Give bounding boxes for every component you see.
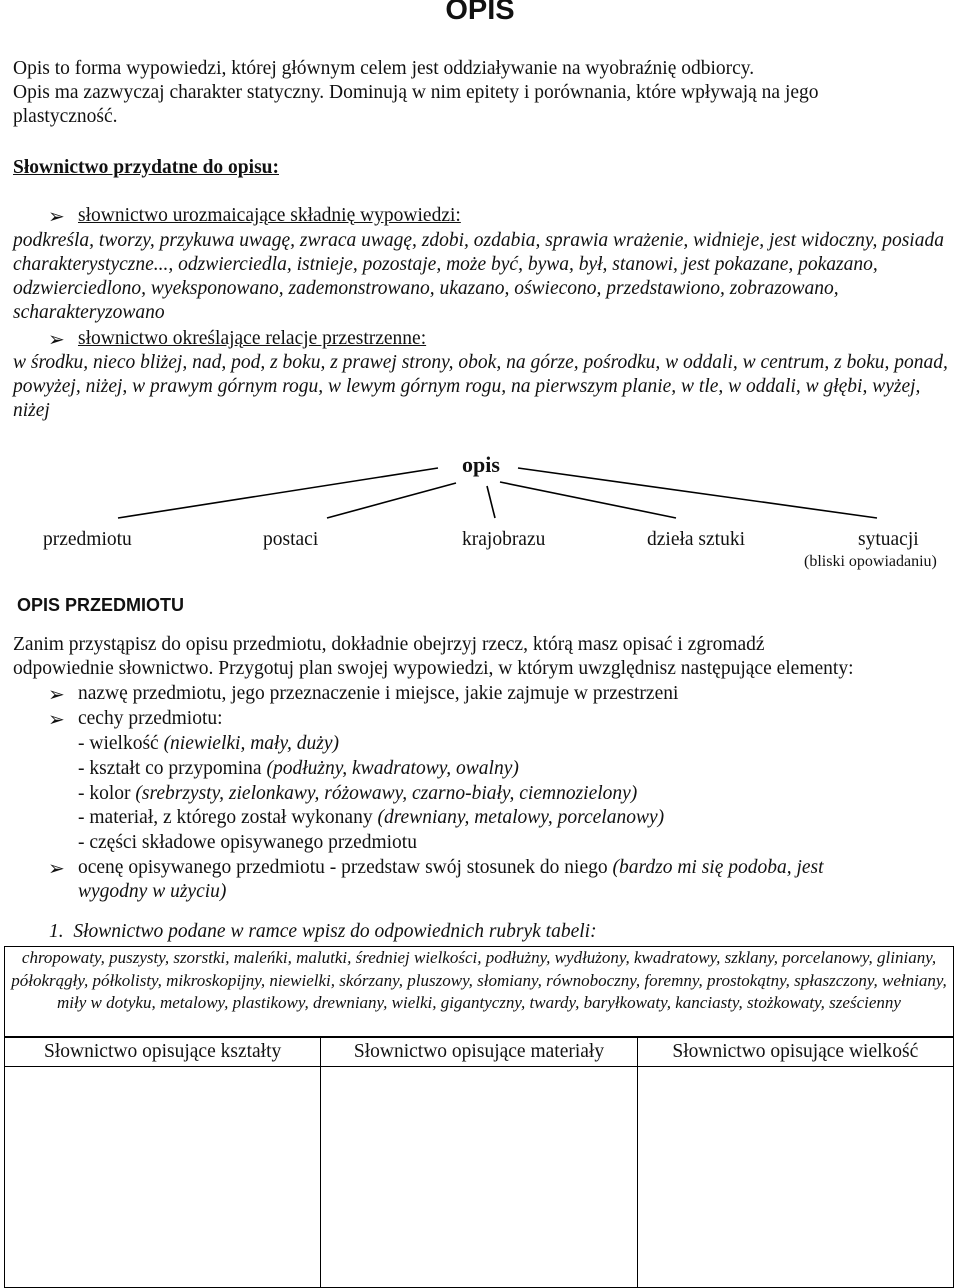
table-header-row — [5, 1038, 954, 1067]
category-przedmiotu: przedmiotu — [43, 529, 132, 550]
arrow-bullet-icon: ➢ — [48, 204, 65, 228]
arrow-bullet-icon: ➢ — [48, 707, 65, 731]
item-1: nazwę przedmiotu, jego przeznaczenie i miejsce, jakie zajmuje w przestrzeni — [78, 683, 679, 704]
arrow-bullet-icon: ➢ — [48, 327, 65, 351]
feature-wielkosc: - wielkość (niewielki, mały, duży) — [78, 733, 340, 754]
feature-kolor: - kolor (srebrzysty, zielonkawy, różowawy, czarno-biały, ciemnozielony) — [78, 783, 638, 804]
table-cell-ksztalty[interactable] — [5, 1067, 321, 1288]
arrow-bullet-icon: ➢ — [48, 856, 65, 880]
table-header: Słownictwo opisujące materiały — [321, 1038, 637, 1067]
section-para-line-1: Zanim przystąpisz do opisu przedmiotu, dokładnie obejrzyj rzecz, którą masz opisać i zgromadź — [13, 634, 765, 655]
table-cell-materialy[interactable] — [321, 1067, 637, 1288]
table-row — [5, 1067, 954, 1288]
connector-sytuacji — [518, 468, 877, 518]
intro-line-2: Opis ma zazwyczaj charakter statyczny. Dominują w nim epitety i porównania, które wpływają na jego — [13, 82, 819, 103]
connector-przedmiotu — [118, 468, 438, 518]
diagram-connectors — [0, 0, 960, 530]
feature-material: - materiał, z którego został wykonany (drewniany, metalowy, porcelanowy) — [78, 807, 665, 828]
category-sytuacji: sytuacji — [858, 529, 919, 550]
table-header: Słownictwo opisujące kształty — [5, 1038, 321, 1067]
bullet-2-label: słownictwo określające relacje przestrzenne: — [78, 328, 427, 349]
item-2: cechy przedmiotu: — [78, 708, 223, 729]
section-heading-opis-przedmiotu: OPIS PRZEDMIOTU — [17, 595, 185, 615]
item-3: ocenę opisywanego przedmiotu - przedstaw swój stosunek do niego (bardzo mi się podoba, jest — [78, 857, 824, 878]
diagram-root: opis — [462, 452, 500, 477]
category-krajobrazu: krajobrazu — [462, 529, 546, 550]
category-postaci: postaci — [263, 529, 319, 550]
feature-ksztalt: - kształt co przypomina (podłużny, kwadratowy, owalny) — [78, 758, 519, 779]
exercise-instruction: 1. Słownictwo podane w ramce wpisz do odpowiednich rubryk tabeli: — [49, 921, 597, 942]
connector-dziela-sztuki — [500, 482, 676, 518]
table-cell-wielkosc[interactable] — [637, 1067, 953, 1288]
intro-line-1: Opis to forma wypowiedzi, której głównym celem jest oddziaływanie na wyobraźnię odbiorcy. — [13, 58, 755, 79]
bullet-2-words: w środku, nieco bliżej, nad, pod, z boku, z prawej strony, obok, na górze, pośrodku, w oddali, w centrum, z boku, ponad, powyżej, niżej, w prawym górnym rogu, w lewym górnym rogu, na pierwszym planie, w tle, w oddali, w głębi, wyżej, niżej — [13, 352, 948, 421]
bullet-1-words: podkreśla, tworzy, przykuwa uwagę, zwraca uwagę, zdobi, ozdabia, sprawia wrażenie, widnieje, jest widoczny, posiada charakterystyczne..., odzwierciedla, istnieje, pozostaje, może być, bywa, był, stanowi, jest pokazane, pokazano, odzwierciedlono, wyeksponowano, zademonstrowano, ukazano, oświecono, przedstawiono, zobrazowano, scharakteryzowano — [13, 230, 944, 323]
vocab-heading: Słownictwo przydatne do opisu: — [13, 157, 279, 178]
vocabulary-box: chropowaty, puszysty, szorstki, maleńki, malutki, średniej wielkości, podłużny, wydłużony, kwadratowy, szklany, porcelanowy, gliniany, półokrągły, półkolisty, mikroskopijny, niewielki, skórzany, pluszowy, słomiany, równoboczny, foremny, prostokątny, spłaszczony, wełniany, miły w dotyku, metalowy, plastikowy, drewniany, wielki, gigantyczny, twardy, baryłkowaty, kanciasty, stożkowaty, sześcienny — [4, 946, 954, 1037]
connector-postaci — [327, 483, 456, 518]
feature-czesci: - części składowe opisywanego przedmiotu — [78, 832, 417, 853]
item-3-continued: wygodny w użyciu) — [78, 881, 227, 902]
bullet-1-label: słownictwo urozmaicające składnię wypowiedzi: — [78, 205, 461, 226]
category-dziela-sztuki: dzieła sztuki — [647, 529, 746, 550]
table-header: Słownictwo opisujące wielkość — [637, 1038, 953, 1067]
section-para-line-2: odpowiednie słownictwo. Przygotuj plan swojej wypowiedzi, w którym uwzględnisz następujące elementy: — [13, 658, 854, 679]
connector-krajobrazu — [487, 486, 495, 518]
intro-line-3: plastyczność. — [13, 106, 118, 127]
category-sytuacji-note: (bliski opowiadaniu) — [804, 553, 937, 570]
vocabulary-table — [4, 1037, 954, 1288]
page-title: OPIS — [445, 0, 515, 26]
arrow-bullet-icon: ➢ — [48, 682, 65, 706]
